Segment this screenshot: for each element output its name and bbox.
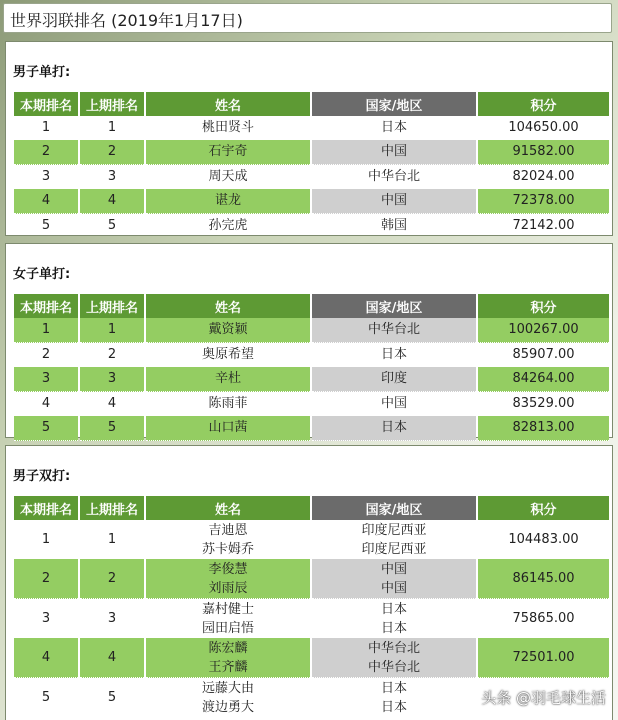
rank-cell: 4 <box>41 396 51 411</box>
points-cell: 84264.00 <box>478 367 609 392</box>
watermark: 头条 @羽毛球生活 <box>481 689 606 707</box>
name-cell <box>146 520 310 559</box>
name-cell: 石宇奇 <box>146 140 310 165</box>
prev-rank-cell: 3 <box>107 610 117 626</box>
name-cell <box>146 678 310 717</box>
country-cell <box>312 559 476 599</box>
page-title-bar <box>3 3 612 33</box>
country-cell: 中华台北 <box>312 318 476 343</box>
prev-rank-cell: 4 <box>107 396 117 411</box>
player-name: 李俊慧 <box>208 561 248 577</box>
country-cell: 中华台北 <box>367 169 420 184</box>
table-row <box>14 189 609 214</box>
player-name: 陈宏麟 <box>208 640 248 656</box>
player-name: 园田启悟 <box>201 620 254 636</box>
prev-rank-cell: 1 <box>107 120 117 135</box>
table-row <box>14 343 609 367</box>
player-name: 嘉村健士 <box>201 601 254 617</box>
rank-cell: 1 <box>41 120 51 135</box>
page-title: 世界羽联排名 (2019年1月17日) <box>10 11 243 30</box>
table-header-row <box>14 92 609 116</box>
rank-cell: 3 <box>14 367 78 392</box>
header-rank: 本期排名 <box>14 496 78 520</box>
prev-rank-cell: 4 <box>80 638 144 678</box>
rank-cell: 2 <box>14 559 78 599</box>
table-row <box>14 416 609 441</box>
table-row <box>14 392 609 416</box>
points-cell: 100267.00 <box>478 318 609 343</box>
prev-rank-cell: 1 <box>80 318 144 343</box>
name-cell <box>146 638 310 678</box>
name-cell: 谌龙 <box>146 189 310 214</box>
points-cell: 104483.00 <box>508 531 579 547</box>
name-cell: 奥原希望 <box>201 347 254 362</box>
player-name: 吉迪恩 <box>208 522 248 538</box>
player-name: 远藤大由 <box>201 680 254 696</box>
country-cell <box>312 520 476 559</box>
country-cell: 印度 <box>312 367 476 392</box>
points-cell: 85907.00 <box>512 347 575 362</box>
prev-rank-cell: 1 <box>107 531 117 547</box>
header-points: 积分 <box>478 294 609 318</box>
table-row <box>14 520 609 559</box>
womens-singles-table <box>12 294 611 441</box>
name-cell: 桃田贤斗 <box>201 120 254 135</box>
header-prev-rank: 上期排名 <box>80 92 144 116</box>
header-country: 国家/地区 <box>312 496 476 520</box>
table-row <box>14 116 609 140</box>
table-row <box>14 638 609 678</box>
prev-rank-cell: 2 <box>80 140 144 165</box>
rank-cell: 5 <box>41 218 51 233</box>
header-prev-rank: 上期排名 <box>80 294 144 318</box>
table-row <box>14 140 609 165</box>
country-cell: 中国 <box>380 396 407 411</box>
womens-singles-panel <box>5 243 613 438</box>
header-name: 姓名 <box>146 496 310 520</box>
table-header-row <box>14 294 609 318</box>
country-cell: 中国 <box>312 140 476 165</box>
player-country: 中国 <box>380 561 407 577</box>
prev-rank-cell: 5 <box>107 218 117 233</box>
player-country: 中华台北 <box>367 640 420 656</box>
points-cell: 72378.00 <box>478 189 609 214</box>
country-cell <box>312 678 476 717</box>
name-cell: 陈雨菲 <box>208 396 248 411</box>
table-row <box>14 318 609 343</box>
name-cell: 周天成 <box>208 169 248 184</box>
player-country: 日本 <box>380 601 407 617</box>
player-name: 刘雨辰 <box>208 580 248 596</box>
country-cell: 日本 <box>380 347 407 362</box>
prev-rank-cell: 5 <box>107 689 117 705</box>
table-row <box>14 214 609 238</box>
table-row <box>14 599 609 638</box>
player-country: 印度尼西亚 <box>361 541 427 557</box>
name-cell: 戴资颖 <box>146 318 310 343</box>
prev-rank-cell: 5 <box>80 416 144 441</box>
rank-cell: 3 <box>41 610 51 626</box>
mens-singles-table <box>12 92 611 238</box>
header-country: 国家/地区 <box>312 294 476 318</box>
header-points: 积分 <box>478 92 609 116</box>
womens-singles-heading: 女子单打: <box>13 267 71 282</box>
table-row <box>14 367 609 392</box>
header-country: 国家/地区 <box>312 92 476 116</box>
rank-cell: 3 <box>41 169 51 184</box>
points-cell: 82813.00 <box>478 416 609 441</box>
rank-cell: 4 <box>14 638 78 678</box>
header-points: 积分 <box>478 496 609 520</box>
header-name: 姓名 <box>146 294 310 318</box>
player-country: 中华台北 <box>367 659 420 675</box>
prev-rank-cell: 2 <box>80 559 144 599</box>
country-cell <box>312 599 476 638</box>
country-cell: 韩国 <box>380 218 407 233</box>
table-row <box>14 165 609 189</box>
name-cell: 山口茜 <box>146 416 310 441</box>
header-rank: 本期排名 <box>14 294 78 318</box>
points-cell: 72142.00 <box>512 218 575 233</box>
points-cell: 75865.00 <box>512 610 575 626</box>
prev-rank-cell: 3 <box>80 367 144 392</box>
mens-doubles-table <box>12 496 611 717</box>
mens-doubles-heading: 男子双打: <box>13 469 71 484</box>
header-prev-rank: 上期排名 <box>80 496 144 520</box>
player-country: 印度尼西亚 <box>361 522 427 538</box>
points-cell: 86145.00 <box>478 559 609 599</box>
mens-doubles-panel <box>5 445 613 720</box>
name-cell: 孙完虎 <box>208 218 248 233</box>
rank-cell: 4 <box>14 189 78 214</box>
prev-rank-cell: 4 <box>80 189 144 214</box>
player-name: 王齐麟 <box>208 659 248 675</box>
player-country: 日本 <box>380 620 407 636</box>
name-cell <box>146 559 310 599</box>
header-rank: 本期排名 <box>14 92 78 116</box>
prev-rank-cell: 3 <box>107 169 117 184</box>
points-cell: 82024.00 <box>512 169 575 184</box>
mens-singles-heading: 男子单打: <box>13 65 71 80</box>
points-cell: 83529.00 <box>512 396 575 411</box>
country-cell: 日本 <box>380 120 407 135</box>
table-row <box>14 559 609 599</box>
rank-cell: 2 <box>41 347 51 362</box>
country-cell: 中国 <box>312 189 476 214</box>
points-cell: 104650.00 <box>508 120 579 135</box>
player-name: 苏卡姆乔 <box>201 541 254 557</box>
rank-cell: 5 <box>14 416 78 441</box>
player-country: 中国 <box>380 580 407 596</box>
points-cell: 72501.00 <box>478 638 609 678</box>
player-country: 日本 <box>380 699 407 715</box>
rank-cell: 5 <box>41 689 51 705</box>
points-cell: 91582.00 <box>478 140 609 165</box>
rank-cell: 1 <box>41 531 51 547</box>
player-name: 渡边勇大 <box>201 699 254 715</box>
country-cell <box>312 638 476 678</box>
name-cell <box>146 599 310 638</box>
country-cell: 日本 <box>312 416 476 441</box>
player-country: 日本 <box>380 680 407 696</box>
name-cell: 辛杜 <box>146 367 310 392</box>
rank-cell: 1 <box>14 318 78 343</box>
table-header-row <box>14 496 609 520</box>
rank-cell: 2 <box>14 140 78 165</box>
header-name: 姓名 <box>146 92 310 116</box>
mens-singles-panel <box>5 41 613 236</box>
prev-rank-cell: 2 <box>107 347 117 362</box>
